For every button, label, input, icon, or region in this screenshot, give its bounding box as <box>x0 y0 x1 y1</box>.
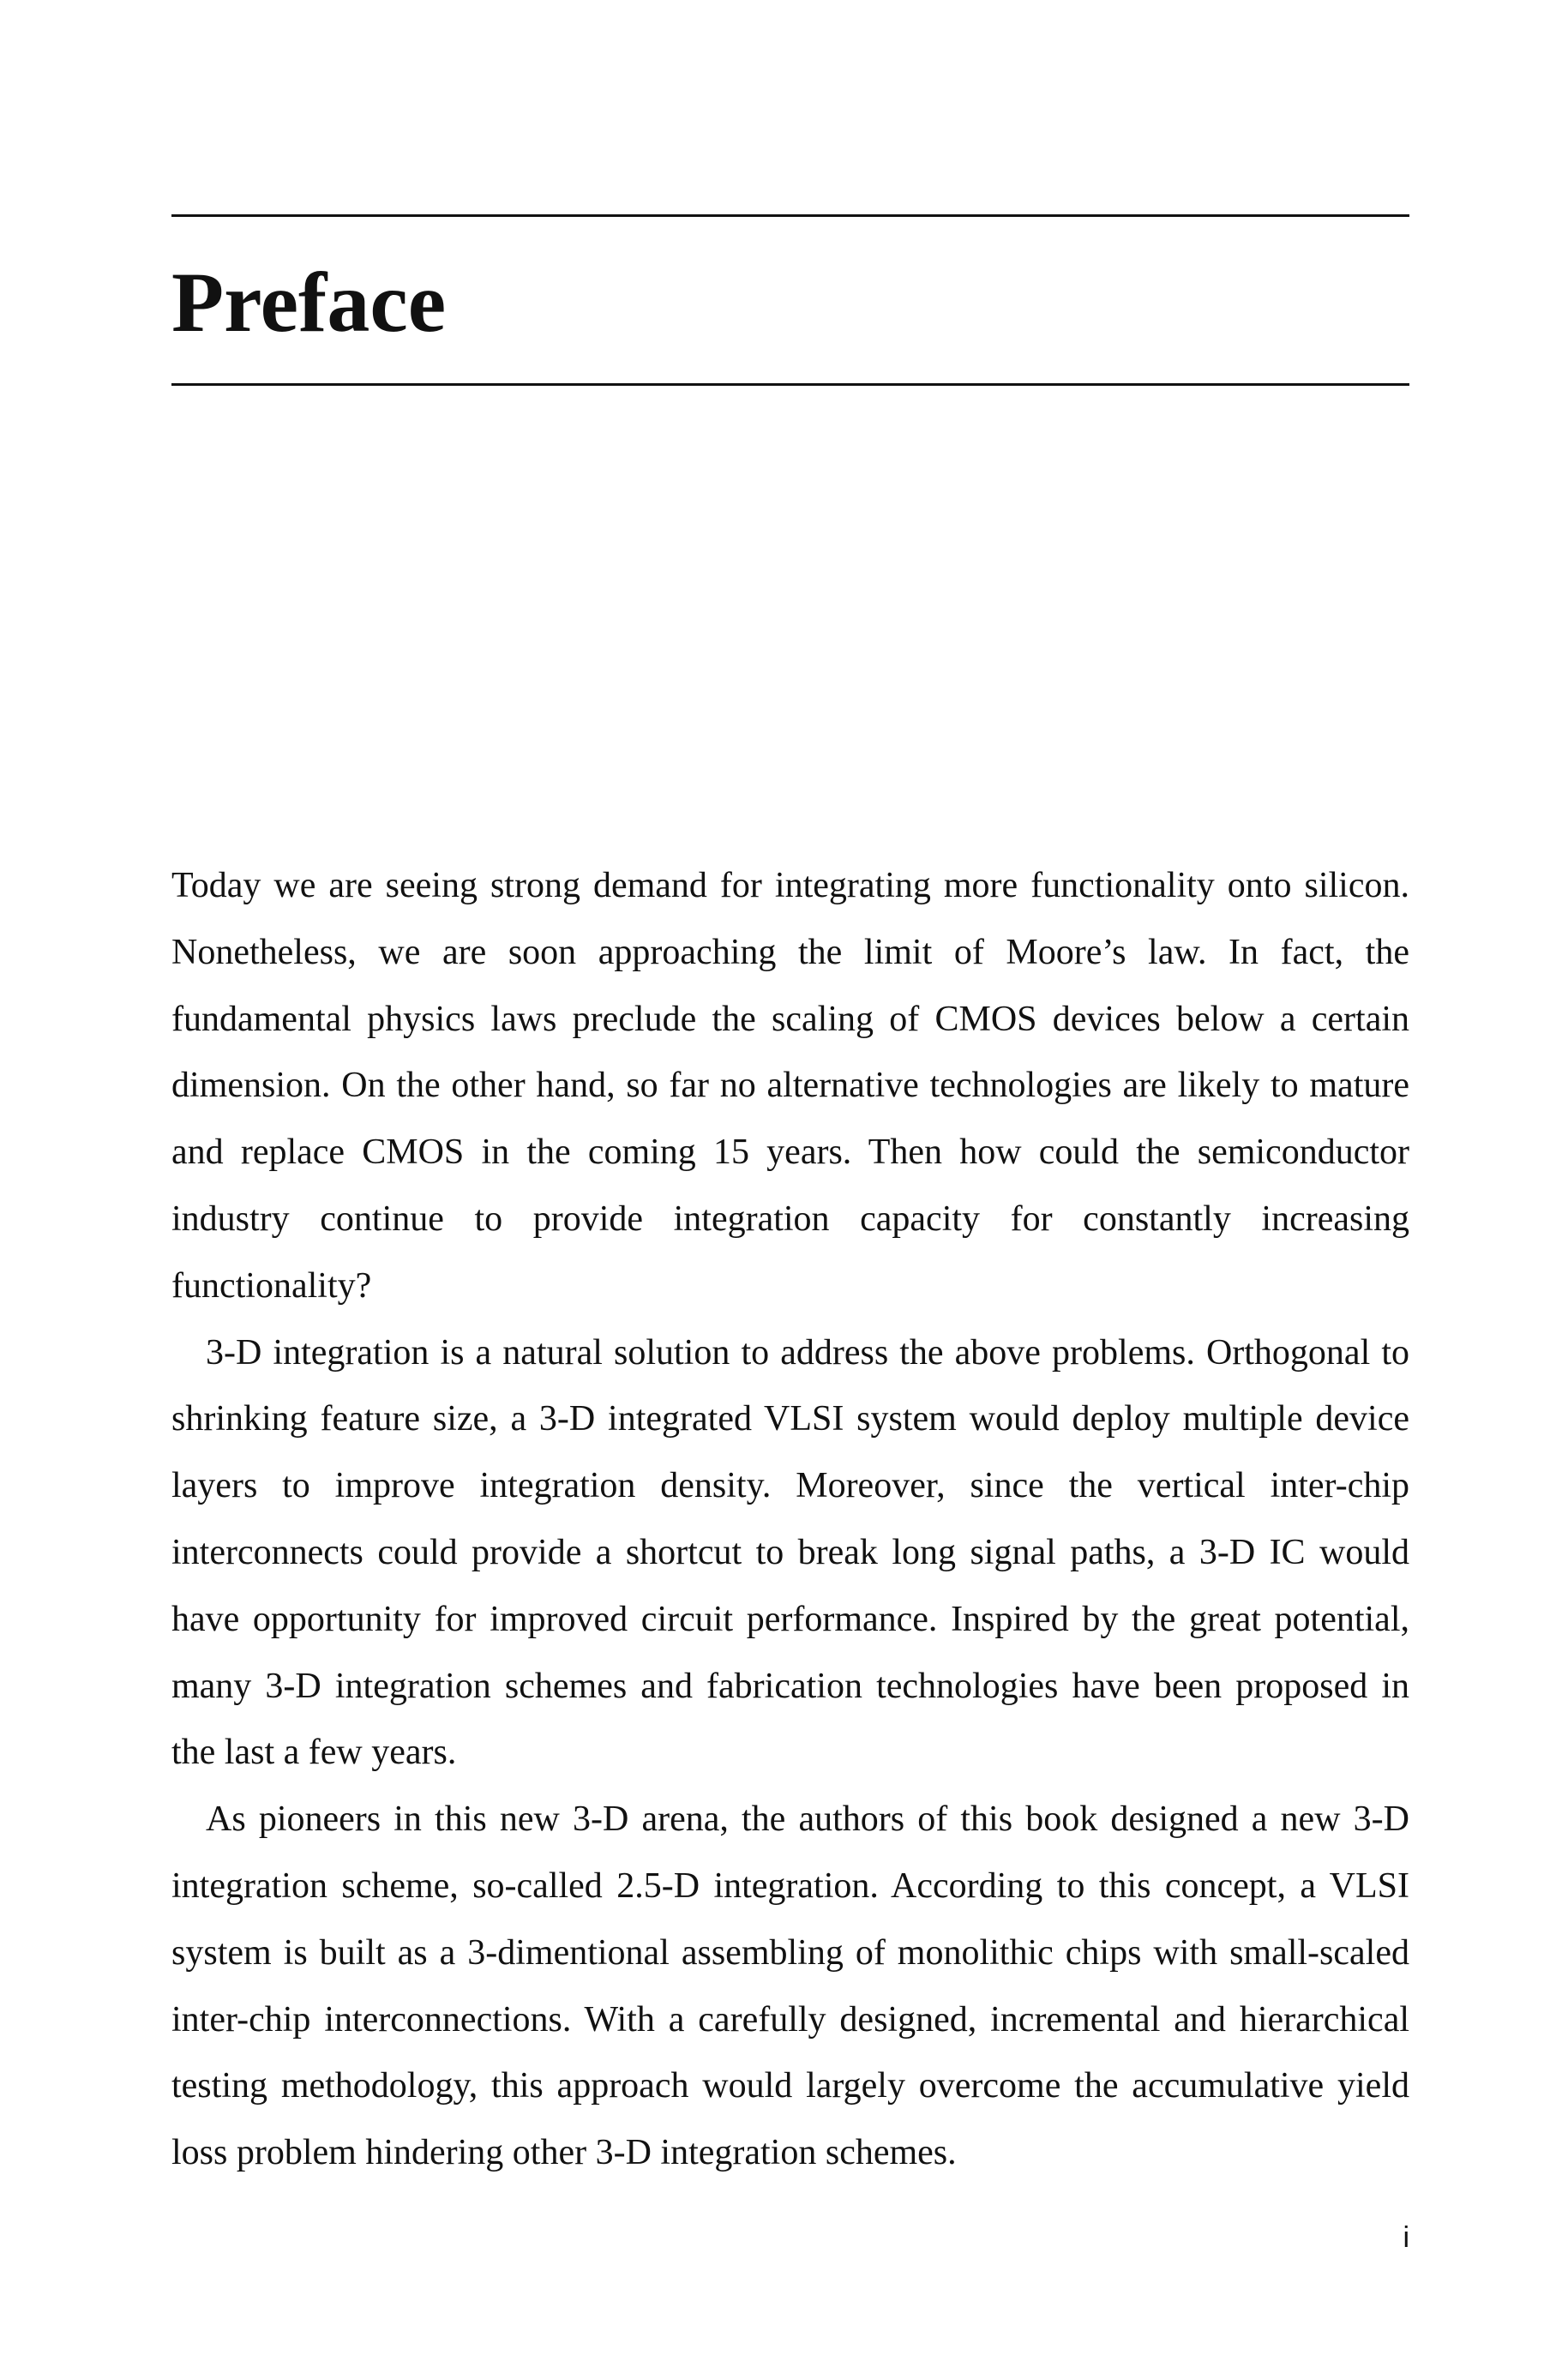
title-top-rule <box>171 214 1409 217</box>
paragraph-3: As pioneers in this new 3-D arena, the authors of this book designed a new 3-D integration scheme, so-called 2.5-D integration. According to this concept, a VLSI system is built as a 3-dimentional assembling of monolithic chips with small-scaled inter-chip interconnections. With a carefully designed, incremental and hierarchical testing methodology, this approach would largely overcome the accumulative yield loss problem hindering other 3-D integration schemes. <box>171 1799 1409 2173</box>
title-bottom-rule <box>171 383 1409 386</box>
page-title: Preface <box>171 255 447 350</box>
page-number: i <box>1403 2221 1409 2254</box>
paragraph-1: Today we are seeing strong demand for integrating more functionality onto silicon. Nonetheless, we are soon approaching the limit of Moore’s law. In fact, the fundamental physics laws preclude the scaling of CMOS devices below a certain dimension. On the other hand, so far no alternative technologies are likely to mature and replace CMOS in the coming 15 years. Then how could the semiconductor industry continue to provide integration capacity for constantly increasing functionality? <box>171 866 1409 1306</box>
body-text <box>171 853 1409 2187</box>
paragraph-2: 3-D integration is a natural solution to address the above problems. Orthogonal to shrinking feature size, a 3-D integrated VLSI system would deploy multiple device layers to improve integration density. Moreover, since the vertical inter-chip interconnects could provide a shortcut to break long signal paths, a 3-D IC would have opportunity for improved circuit performance. Inspired by the great potential, many 3-D integration schemes and fabrication technologies have been proposed in the last a few years. <box>171 1332 1409 1773</box>
